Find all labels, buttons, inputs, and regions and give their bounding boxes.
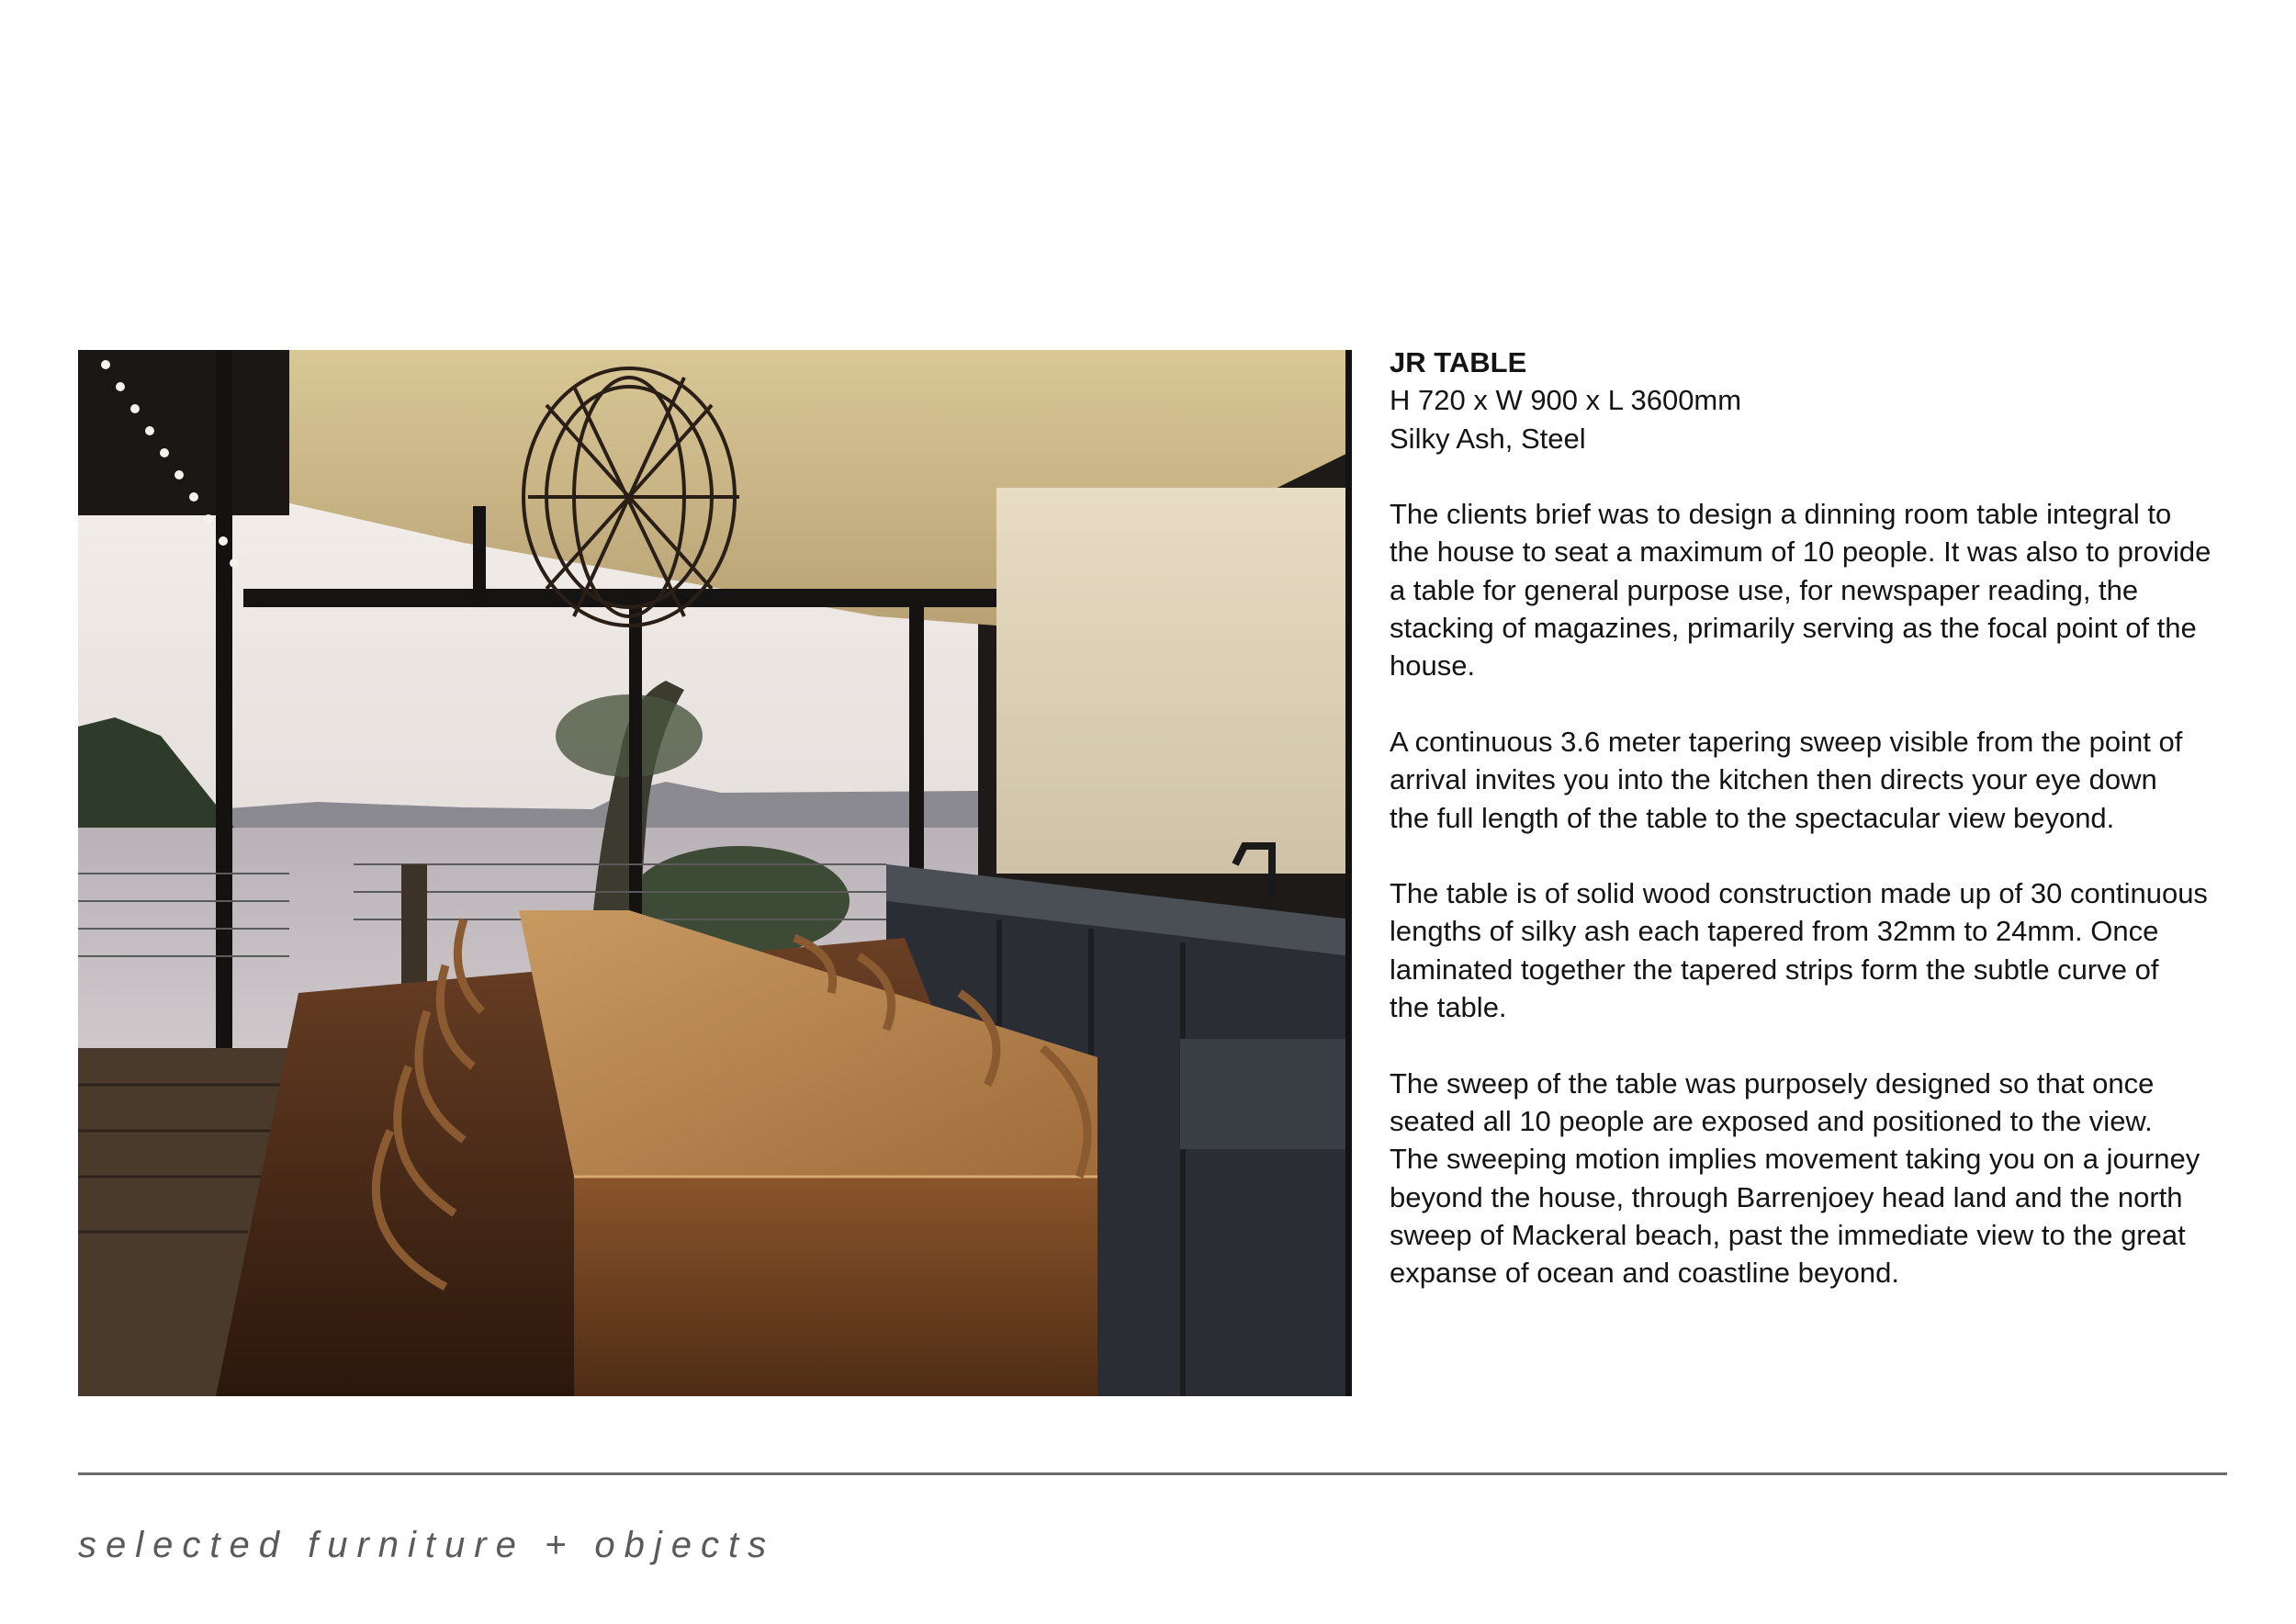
footer-caption: selected furniture + objects [78,1525,776,1565]
footer-divider [78,1472,2227,1475]
dining-room-photo [78,350,1352,1396]
item-dimensions: H 720 x W 900 x L 3600mm [1390,384,1742,417]
description-paragraph-3: The table is of solid wood construction made up of 30 continuous lengths of silky ash each tapered from 32mm to 24mm. Once laminated together the tapered strips form the subtle curve of the table. [1390,877,2208,1024]
description-paragraph-4: The sweep of the table was purposely designed so that once seated all 10 people are exposed and positioned to the view. The sweeping motion implies movement taking you on a journey beyond the house, through Barrenjoey head land and the north sweep of Mackeral beach, past the immediate view to the great expanse of ocean and coastline beyond. [1390,1066,2200,1290]
description-paragraph-1: The clients brief was to design a dinning room table integral to the house to seat a maximum of 10 people. It was also to provide a table for general purpose use, for newspaper reading, the stacking of magazines, primarily serving as the focal point of the house. [1390,498,2212,682]
item-materials: Silky Ash, Steel [1390,422,1586,455]
description-paragraph-2: A continuous 3.6 meter tapering sweep visible from the point of arrival invites you into the kitchen then directs your eye down the full length of the table to the spectacular view beyond. [1390,725,2183,834]
item-title: JR TABLE [1390,346,1527,378]
item-details [1390,344,2253,1291]
